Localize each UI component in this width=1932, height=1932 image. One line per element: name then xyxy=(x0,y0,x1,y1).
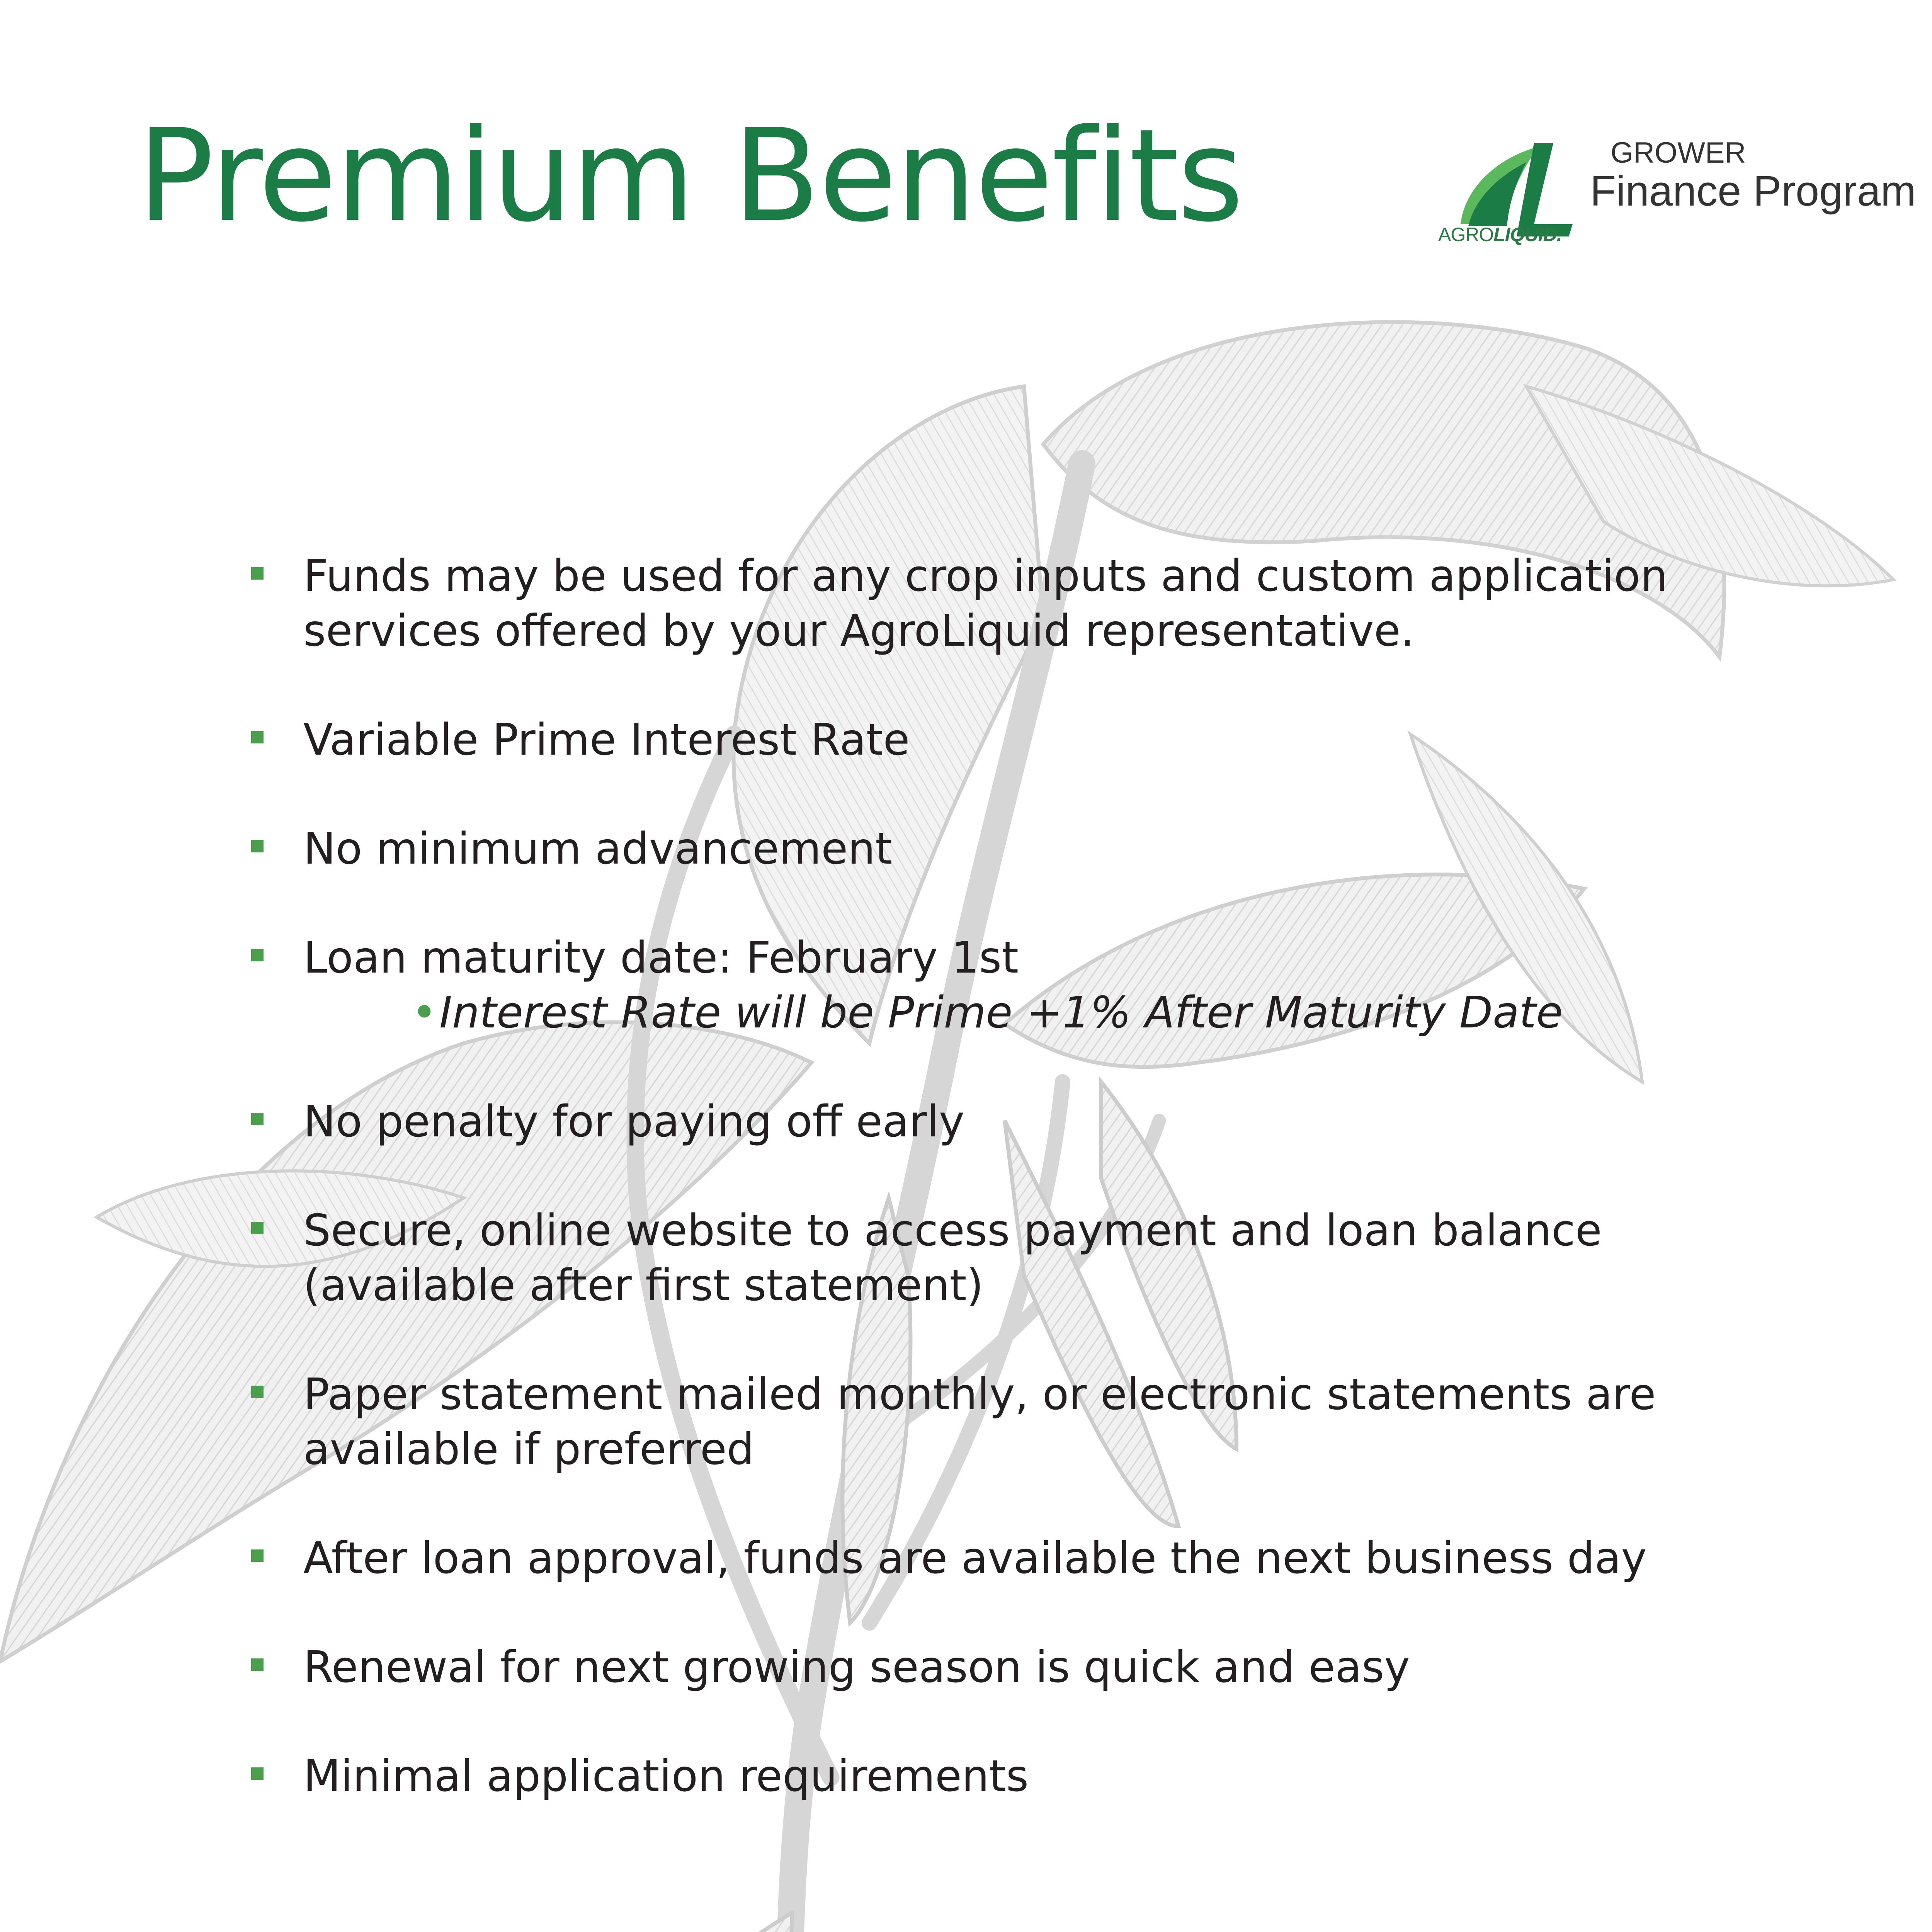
page-title: Premium Benefits xyxy=(137,102,1243,250)
benefit-text: Variable Prime Interest Rate xyxy=(303,715,910,765)
benefit-text: Renewal for next growing season is quick and easy xyxy=(303,1642,1410,1692)
logo-program-label: Finance Program xyxy=(1590,167,1916,215)
benefit-text: Secure, online website to access payment and loan balance (available after first statement) xyxy=(303,1206,1602,1311)
benefit-item xyxy=(251,1531,1719,1586)
benefit-item xyxy=(251,713,1719,767)
logo-grower-label: GROWER xyxy=(1611,136,1746,169)
brand-prefix: AGRO xyxy=(1438,224,1494,245)
agroliquid-grower-finance-logo xyxy=(1437,128,1916,255)
benefit-text: Paper statement mailed monthly, or electronic statements are available if preferred xyxy=(303,1369,1656,1475)
benefit-item xyxy=(251,930,1719,1040)
benefit-item xyxy=(251,1203,1719,1313)
benefit-sub-item xyxy=(303,985,1719,1040)
benefit-item xyxy=(251,1640,1719,1695)
square-bullet-icon xyxy=(251,1386,264,1398)
benefit-item xyxy=(251,549,1719,658)
benefit-text: After loan approval, funds are available the next business day xyxy=(303,1533,1647,1583)
benefit-text: No minimum advancement xyxy=(303,824,893,874)
brand-suffix: LIQUID. xyxy=(1493,224,1562,245)
square-bullet-icon xyxy=(251,1549,264,1562)
square-bullet-icon xyxy=(251,840,264,852)
benefit-text: Minimal application requirements xyxy=(303,1751,1029,1801)
square-bullet-icon xyxy=(251,1113,264,1125)
benefit-text: No penalty for paying off early xyxy=(303,1097,965,1147)
round-bullet-icon: • xyxy=(412,988,437,1038)
benefits-list xyxy=(251,549,1719,1858)
square-bullet-icon xyxy=(251,567,264,580)
benefit-item xyxy=(251,821,1719,876)
square-bullet-icon xyxy=(251,949,264,961)
square-bullet-icon xyxy=(251,1658,264,1671)
agroliquid-wordmark xyxy=(1438,223,1562,246)
benefit-item xyxy=(251,1094,1719,1149)
square-bullet-icon xyxy=(251,1767,264,1780)
benefit-item xyxy=(251,1367,1719,1477)
square-bullet-icon xyxy=(251,731,264,743)
benefit-item xyxy=(251,1749,1719,1804)
square-bullet-icon xyxy=(251,1222,264,1234)
benefit-text: Funds may be used for any crop inputs and custom application services offered by your AgroLiquid representative. xyxy=(303,551,1668,656)
benefit-text: Loan maturity date: February 1st xyxy=(303,933,1019,983)
benefit-sub-text: Interest Rate will be Prime +1% After Maturity Date xyxy=(439,988,1563,1038)
